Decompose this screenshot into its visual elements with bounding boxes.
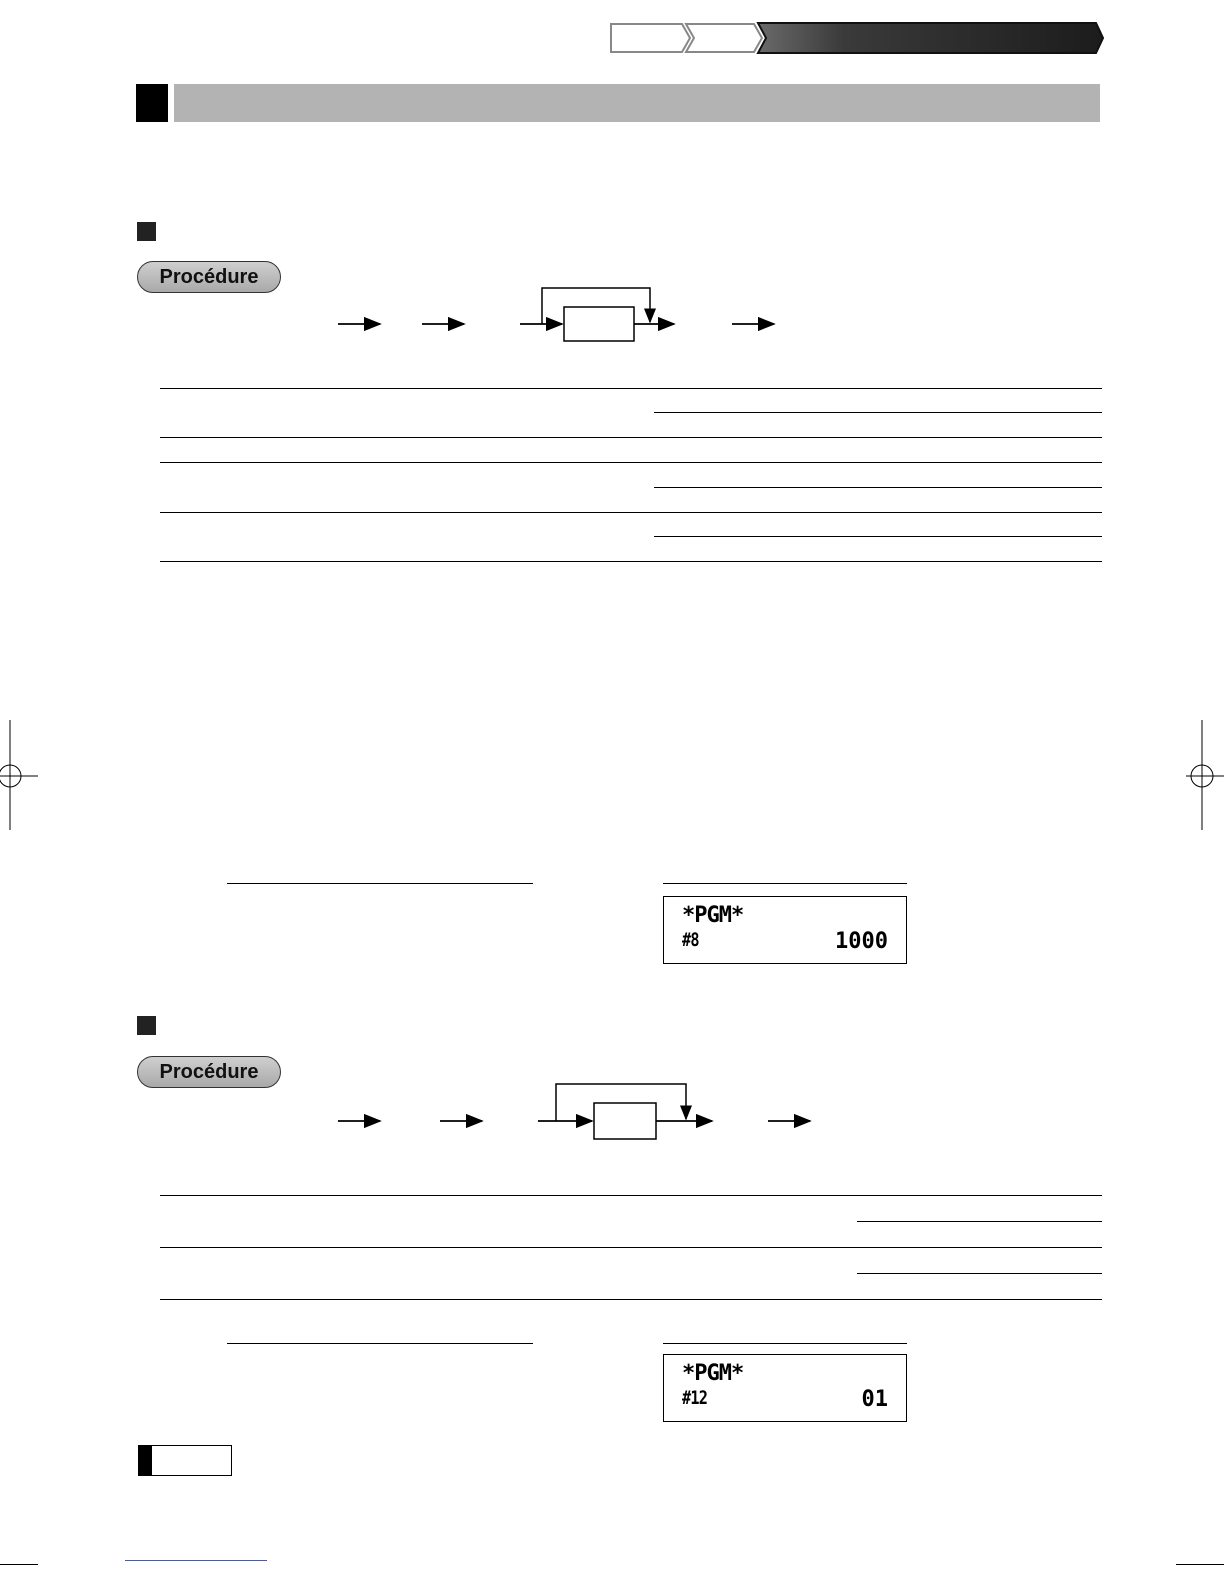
printout-1-value: 1000	[835, 929, 888, 954]
table-1-rule	[160, 388, 1102, 389]
flow-key-box	[594, 1103, 656, 1139]
note-box-marker	[139, 1446, 152, 1475]
table-1-rule	[654, 412, 1102, 413]
table-2-rule	[857, 1273, 1102, 1274]
registration-mark-left	[0, 720, 40, 832]
table-1-rule	[160, 437, 1102, 438]
printout-2-line1: *PGM*	[682, 1361, 744, 1386]
note-box	[138, 1445, 232, 1476]
flow-key-box	[564, 307, 634, 341]
crop-mark-bottom-right	[1176, 1564, 1224, 1565]
procedure-label: Procédure	[159, 1060, 259, 1083]
subsection-2-bullet	[137, 1016, 156, 1035]
table-1-rule	[654, 487, 1102, 488]
print-heading-rule-2	[663, 1343, 907, 1344]
printout-1-line2	[682, 929, 888, 954]
table-2-rule	[160, 1299, 1102, 1300]
table-1-rule	[160, 512, 1102, 513]
printout-1-line1: *PGM*	[682, 903, 744, 928]
printout-1-register: #8	[682, 929, 699, 951]
printout-1	[663, 896, 907, 964]
section-number-box	[136, 84, 168, 122]
table-2-rule	[160, 1195, 1102, 1196]
printout-2-register: #12	[682, 1387, 708, 1409]
procedure-flow-1	[330, 284, 790, 348]
table-1-rule	[160, 462, 1102, 463]
chapter-tab-strip	[608, 20, 1104, 56]
subsection-1-bullet	[137, 222, 156, 241]
printout-2	[663, 1354, 907, 1422]
table-1-rule	[654, 536, 1102, 537]
crop-mark-bottom-left	[0, 1564, 38, 1565]
table-1-rule	[160, 561, 1102, 562]
print-heading-rule-1	[663, 883, 907, 884]
table-2-rule	[857, 1221, 1102, 1222]
printout-2-value: 01	[861, 1387, 888, 1412]
procedure-label: Procédure	[159, 265, 259, 288]
printout-2-line2	[682, 1387, 888, 1412]
section-title-bar	[174, 84, 1100, 122]
key-operation-heading-rule-1	[227, 883, 533, 884]
procedure-badge-1	[137, 261, 281, 293]
table-2-rule	[160, 1247, 1102, 1248]
key-operation-heading-rule-2	[227, 1343, 533, 1344]
registration-mark-right	[1184, 720, 1224, 832]
procedure-flow-2	[330, 1080, 830, 1146]
procedure-badge-2	[137, 1056, 281, 1088]
footer-link-underline	[125, 1560, 267, 1561]
